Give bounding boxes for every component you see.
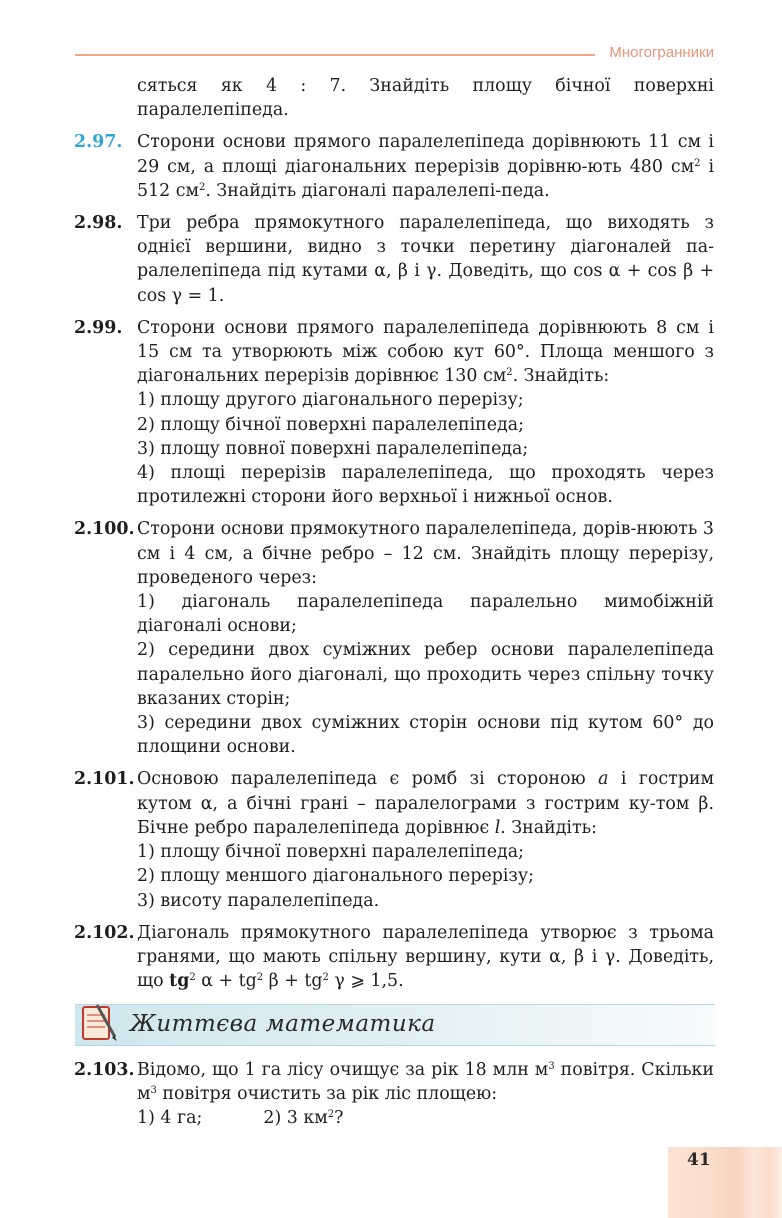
problem-text: Сторони основи прямого паралелепіпеда дорівнюють 11 см і 29 см, а площі діагональних перерізів дорівню-ють 480 см — [137, 132, 714, 177]
variable-l: l — [494, 817, 501, 838]
page-corner-decoration — [668, 1147, 782, 1218]
superscript: 2 — [256, 972, 264, 984]
list-item: 1) площу бічної поверхні паралелепіпеда; — [137, 842, 524, 863]
option-2 — [263, 1108, 343, 1128]
problem-text: Сторони основи прямокутного паралелепіпеда, дорів-нюють 3 см і 4 см, а бічне ребро – 12 см. Знайдіть площу перерізу, проведеного через: — [137, 519, 714, 588]
answer-options — [137, 1106, 714, 1130]
section-title: Життєва математика — [130, 1011, 436, 1037]
formula: cos α + cos β + cos γ = 1. — [137, 261, 715, 306]
problem-text: Три ребра прямокутного паралелепіпеда, що виходять з однієї вершини, видно з точки перетину діагоналей па-ралелепіпеда під кутами α, β і γ. Доведіть, що — [137, 213, 714, 282]
formula-part: α + tg — [195, 971, 257, 992]
list-item: 2) площу бічної поверхні паралелепіпеда; — [137, 414, 524, 435]
superscript: 3 — [150, 1085, 157, 1097]
superscript: 2 — [506, 367, 513, 379]
problem-2-102 — [74, 921, 714, 994]
problem-text: повітря очистить за рік ліс площею: — [156, 1084, 498, 1105]
page-number: 41 — [687, 1150, 711, 1170]
list-item: 3) площу повної поверхні паралелепіпеда; — [137, 438, 529, 459]
problem-text: повітря. Скільки м — [137, 1060, 714, 1105]
list-item: 2) площу меншого діагонального перерізу; — [137, 866, 535, 887]
superscript: 2 — [327, 1109, 335, 1121]
problem-number: 2.98. — [74, 213, 123, 234]
superscript: 2 — [694, 157, 701, 169]
superscript: 3 — [548, 1061, 555, 1072]
list-item: 4) площі перерізів паралелепіпеда, що проходять через протилежні сторони його верхньої і нижньої основ. — [137, 463, 714, 508]
problem-2-101 — [74, 767, 714, 912]
section-banner — [75, 1004, 715, 1046]
option-2-text: 2) 3 км — [263, 1108, 328, 1129]
problem-text: . Знайдіть: — [500, 817, 597, 838]
problem-2-99 — [74, 316, 714, 510]
problem-text: Основою паралелепіпеда є ромб зі стороною — [137, 769, 586, 790]
formula-part: γ ⩾ 1,5. — [328, 971, 404, 992]
problem-number: 2.103. — [74, 1060, 135, 1080]
list-item: 3) середини двох суміжних сторін основи під кутом 60° до площини основи. — [137, 713, 714, 758]
problem-number: 2.97. — [74, 132, 123, 153]
page-body — [0, 74, 782, 993]
problem-number: 2.102. — [74, 922, 135, 943]
variable-a: a — [598, 769, 609, 790]
superscript: 2 — [199, 181, 206, 193]
list-item: 1) площу другого діагонального перерізу; — [137, 390, 524, 411]
option-1: 1) 4 га; — [137, 1108, 203, 1129]
problem-text: і гострим кутом α, а бічні грані – паралелограми з гострим ку-том β. Бічне ребро паралелепіпеда дорівнює — [137, 769, 714, 838]
formula-part: β + tg — [263, 971, 323, 992]
problem-text: Сторони основи прямого паралелепіпеда дорівнюють 8 см і 15 см та утворюють між собою кут 60°. Площа меншого з діагональних перерізів дорівнює 130 см — [137, 317, 714, 387]
list-item: 3) висоту паралелепіпеда. — [137, 890, 380, 911]
problem-text: . Знайдіть: — [512, 366, 610, 387]
formula-part: tg — [169, 971, 190, 992]
option-2-end: ? — [334, 1108, 344, 1129]
intro-paragraph — [137, 74, 714, 122]
notebook-pencil-icon — [77, 1001, 123, 1051]
list-item: 2) середини двох суміжних ребер основи паралелепіпеда паралельно його діагоналі, що проходить через спільну точку вказаних сторін; — [137, 640, 714, 709]
problem-number: 2.99. — [74, 317, 123, 338]
list-item: 1) діагональ паралелепіпеда паралельно мимобіжній діагоналі основи; — [137, 592, 714, 637]
problem-text: Діагональ прямокутного паралелепіпеда утворює з трьома гранями, що мають спільну вершину, кути α, β і γ. Доведіть, що — [137, 922, 714, 992]
problem-2-100 — [74, 517, 714, 759]
problem-2-97 — [74, 130, 714, 203]
running-header: Многогранники — [609, 44, 714, 61]
intro-line-1: сяться як 4 : 7. Знайдіть площу бічної поверхні — [137, 76, 714, 96]
problem-number: 2.101. — [74, 769, 135, 790]
problem-text: Відомо, що 1 га лісу очищує за рік 18 млн м — [137, 1060, 549, 1080]
problem-text: і 512 см — [137, 156, 714, 201]
problem-2-103 — [74, 1058, 714, 1131]
intro-line-2: паралелепіпеда. — [137, 100, 289, 121]
superscript: 2 — [322, 972, 329, 984]
formula — [169, 971, 403, 991]
problem-2-98 — [74, 211, 715, 308]
problem-text: . Знайдіть діагоналі паралелепі-педа. — [205, 180, 550, 201]
header-rule — [75, 54, 595, 56]
problem-number: 2.100. — [74, 519, 135, 540]
superscript: 2 — [189, 972, 196, 984]
